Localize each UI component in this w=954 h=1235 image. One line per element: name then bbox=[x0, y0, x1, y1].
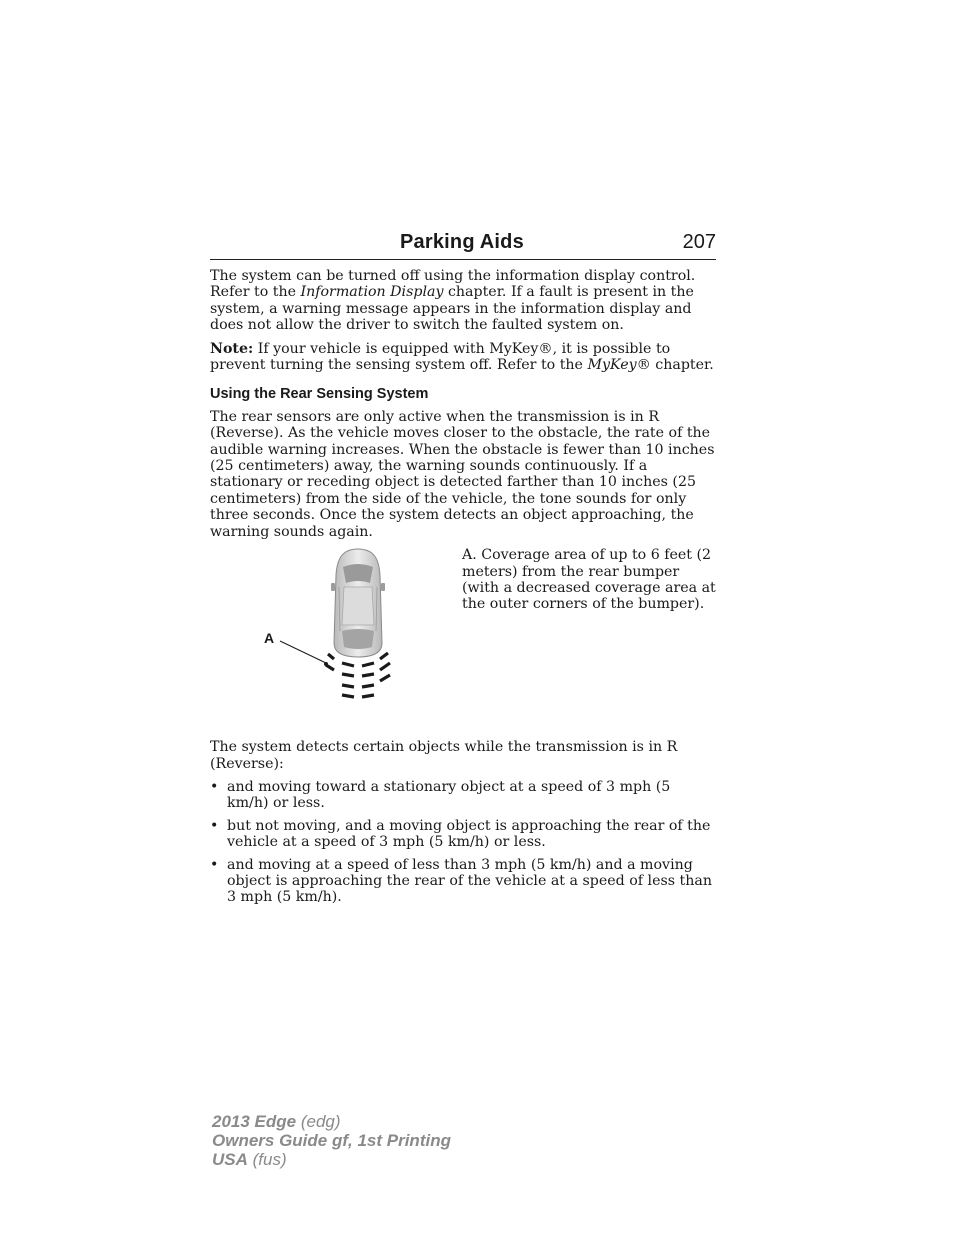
rear-sensor-coverage-illustration bbox=[260, 547, 450, 705]
page-footer bbox=[212, 1112, 451, 1169]
section-heading: Using the Rear Sensing System bbox=[210, 386, 429, 403]
page-content bbox=[210, 268, 716, 912]
chapter-title: Parking Aids bbox=[400, 231, 524, 253]
footer-model: 2013 Edge (edg) bbox=[212, 1112, 341, 1131]
section-body: The rear sensors are only active when the transmission is in R (Reverse). As the vehicle moves closer to the obstacle, the rate of the audible warning increases. When the obstacle is fewer than 10 inches (25 centimeters) away, the warning sounds continuously. If a stationary or receding object is detected farther than 10 inches (25 centimeters) from the side of the vehicle, the tone sounds for only three seconds. Once the system detects an object approaching, the warning sounds again. bbox=[210, 408, 715, 540]
mykey-reference: MyKey® bbox=[587, 357, 651, 374]
page-number: 207 bbox=[682, 231, 716, 253]
list-item: • and moving at a speed of less than 3 mph (5 km/h) and a moving object is approaching the rear of the vehicle at a speed of less than 3 mph (5 km/h). bbox=[210, 856, 712, 906]
intro-paragraph: The system can be turned off using the information display control. Refer to the Information Display chapter. If a fault is present in the system, a warning message appears in the information display and does not allow the driver to switch the faulted system on. bbox=[210, 268, 696, 334]
footer-market: USA (fus) bbox=[212, 1150, 287, 1169]
coverage-figure bbox=[210, 547, 716, 719]
coverage-zone-arcs bbox=[326, 653, 390, 697]
footer-guide: Owners Guide gf, 1st Printing bbox=[212, 1131, 451, 1150]
detects-intro: The system detects certain objects while the transmission is in R (Reverse): bbox=[210, 739, 678, 772]
page-header bbox=[210, 229, 716, 260]
detection-conditions-list bbox=[210, 779, 716, 906]
note-label: Note: bbox=[210, 340, 254, 357]
note-paragraph: Note: If your vehicle is equipped with MyKey®, it is possible to prevent turning the sensing system off. Refer to the MyKey® chapter. bbox=[210, 340, 714, 374]
car-top-view-icon bbox=[331, 549, 385, 657]
figure-label-a: A bbox=[264, 630, 275, 647]
list-item: • and moving toward a stationary object at a speed of 3 mph (5 km/h) or less. bbox=[210, 778, 671, 812]
figure-caption: A. Coverage area of up to 6 feet (2 meters) from the rear bumper (with a decreased coverage area at the outer corners of the bumper). bbox=[462, 547, 716, 613]
label-a-leader-line bbox=[280, 641, 326, 663]
information-display-reference: Information Display bbox=[300, 284, 444, 301]
list-item: • but not moving, and a moving object is approaching the rear of the vehicle at a speed of 3 mph (5 km/h) or less. bbox=[210, 817, 711, 851]
